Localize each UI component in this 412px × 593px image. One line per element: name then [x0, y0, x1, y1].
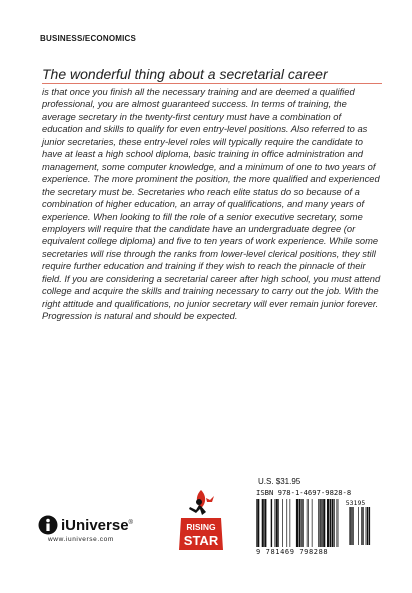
barcode-bar	[330, 499, 331, 547]
back-cover-blurb: is that once you finish all the necessary training and are deemed a qualified professional, you are almost guaranteed success. In terms of training, the average secretary in the twenty-first century must have a combination of education and skills to qualify for even entry-level positions. Also referred to as junior secretaries, these entry-level roles will typically require the candidate to have at least a high school diploma, basic training in office administration and management, some computer knowledge, and a minimum of one to two years of experience. The more prominent the position, the more qualified and experienced the secretary must be. Secretaries who reach elite status do so because of a combination of higher education, an array of qualifications, and many years of experience. When looking to fill the role of a senior executive secretary, some employers will require that the candidate have an undergraduate degree (or equivalent college diploma) and five to ten years of work experience. While some secretaries will rise through the ranks from lower-level clerical positions, they still require further education and training if they wish to reach the pinnacle of their field. If you are considering a secretarial career after high school, you must attend college and acquire the skills and training necessary to carry out the job. With the right attitude and qualifications, no junior secretary will ever remain junior forever. Progression is natural and should be expected.	[42, 86, 381, 322]
barcode-bar	[301, 499, 302, 547]
barcode-bar	[361, 507, 362, 545]
barcode-bar	[349, 507, 350, 545]
barcode-bar	[334, 499, 335, 547]
ean-barcode	[256, 499, 340, 547]
addon-digits: 53195	[345, 499, 366, 507]
price-label: U.S. $31.95	[258, 477, 301, 486]
barcode-bar	[353, 507, 354, 545]
barcode-bar	[276, 499, 278, 547]
addon-barcode	[343, 507, 371, 545]
barcode-bar	[286, 499, 287, 547]
barcode-bar	[363, 507, 364, 545]
barcode-bar	[256, 499, 257, 547]
barcode-bar	[278, 499, 279, 547]
category-label: BUSINESS/ECONOMICS	[40, 34, 137, 43]
barcode-bar	[257, 499, 259, 547]
barcode-bar	[290, 499, 291, 547]
iuniverse-mark-icon	[38, 515, 58, 535]
barcode-bar	[299, 499, 301, 547]
barcode-bar	[302, 499, 303, 547]
barcode-bar	[358, 507, 359, 545]
barcode-bar	[307, 499, 308, 547]
barcode-bar	[271, 499, 272, 547]
rising-star-logo	[176, 488, 226, 552]
rising-star-figure-icon	[189, 490, 214, 515]
barcode-bar	[282, 499, 283, 547]
barcode-bar	[296, 499, 298, 547]
ean-digits: 9 781469 798288	[256, 548, 329, 556]
barcode-bar	[275, 499, 276, 547]
publisher-url: www.iuniverse.com	[48, 536, 114, 543]
barcode-bar	[308, 499, 309, 547]
barcode-bar	[264, 499, 266, 547]
barcode-bar	[312, 499, 313, 547]
isbn-barcode-block	[256, 488, 372, 556]
barcode-bar	[332, 499, 334, 547]
headline: The wonderful thing about a secretarial career	[42, 66, 382, 84]
iuniverse-logo	[38, 515, 148, 555]
barcode-bar	[321, 499, 322, 547]
barcode-bar	[262, 499, 264, 547]
barcode-bar	[367, 507, 368, 545]
isbn-text: ISBN 978-1-4697-9828-8	[256, 488, 352, 497]
barcode-bar	[327, 499, 329, 547]
barcode-bar	[338, 499, 339, 547]
rising-star-line2: STAR	[183, 533, 219, 548]
rising-star-line1: RISING	[186, 522, 216, 532]
barcode-bar	[351, 507, 352, 545]
barcode-bar	[318, 499, 319, 547]
barcode-bar	[366, 507, 367, 545]
barcode-bar	[369, 507, 370, 545]
barcode-bar	[337, 499, 338, 547]
barcode-bar	[319, 499, 320, 547]
publisher-name: iUniverse®	[61, 516, 133, 534]
barcode-bar	[323, 499, 325, 547]
